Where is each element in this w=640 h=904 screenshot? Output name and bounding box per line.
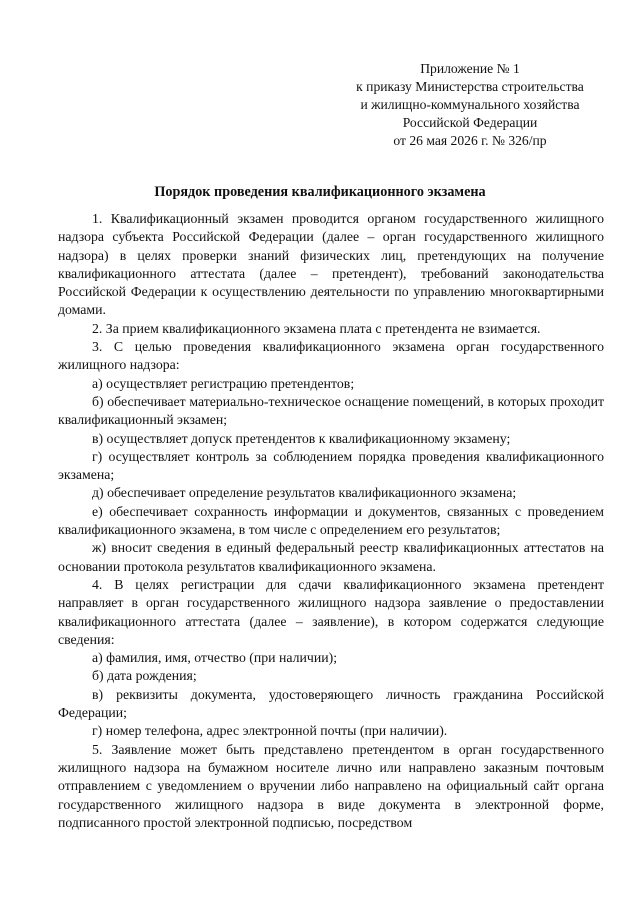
paragraph-2: 2. За прием квалификационного экзамена плата с претендента не взимается. bbox=[92, 320, 541, 336]
order-date-number: от 26 мая 2026 г. № 326/пр bbox=[393, 133, 547, 148]
paragraph-3-item-e: д) обеспечивает определение результатов квалификационного экзамена; bbox=[92, 485, 517, 501]
document-title: Порядок проведения квалификационного экзамена bbox=[154, 184, 486, 200]
paragraph-3-item-c: в) осуществляет допуск претендентов к квалификационному экзамену; bbox=[92, 430, 511, 446]
paragraph-3-item-d: г) осуществляет контроль за соблюдением порядка проведения квалификационного экзамена; bbox=[58, 448, 604, 483]
paragraph-3-item-g: ж) вносит сведения в единый федеральный реестр квалификационных аттестатов на основании протокола результатов квалификационного экзамена. bbox=[58, 540, 604, 574]
paragraph-1: 1. Квалификационный экзамен проводится органом государственного жилищного надзора субъекта Российской Федерации (далее – орган государственного жилищного надзора) в целях проверки знаний физических лиц, претендующих на получение квалификационного аттестата (далее – претендент), требований законодательства Российской Федерации к осуществлению деятельности по управлению многоквартирными домами. bbox=[58, 211, 604, 318]
paragraph-4: 4. В целях регистрации для сдачи квалификационного экзамена претендент направляет в орган государственного жилищного надзора заявление о предоставлении квалификационного аттестата (далее – заявление), в котором содержатся следующие сведения: bbox=[58, 576, 604, 647]
appendix-header bbox=[330, 60, 610, 150]
paragraph-5: 5. Заявление может быть представлено претендентом в орган государственного жилищного надзора на бумажном носителе лично или направлено заказным почтовым отправлением с уведомлением о вручении либо направлено на официальный сайт органа государственного жилищного надзора в виде документа в электронной форме, подписанного простой электронной подписью, посредством bbox=[58, 741, 604, 830]
paragraph-3: 3. С целью проведения квалификационного экзамена орган государственного жилищного надзора: bbox=[58, 339, 604, 373]
paragraph-4-item-a: а) фамилия, имя, отчество (при наличии); bbox=[92, 650, 338, 666]
paragraph-3-item-b: б) обеспечивает материально-техническое оснащение помещений, в которых проходит квалификационный экзамен; bbox=[58, 393, 604, 428]
order-reference: к приказу Министерства строительства bbox=[356, 79, 584, 94]
paragraph-3-item-f: е) обеспечивает сохранность информации и документов, связанных с проведением квалификационного экзамена, в том числе с определением его результатов; bbox=[58, 503, 604, 538]
paragraph-4-item-d: г) номер телефона, адрес электронной почты (при наличии). bbox=[92, 723, 448, 739]
document-body bbox=[58, 210, 604, 832]
country-name: Российской Федерации bbox=[402, 115, 538, 130]
appendix-number: Приложение № 1 bbox=[420, 61, 520, 76]
paragraph-3-item-a: а) осуществляет регистрацию претендентов; bbox=[92, 375, 355, 391]
ministry-name: и жилищно-коммунального хозяйства bbox=[360, 97, 580, 112]
paragraph-4-item-c: в) реквизиты документа, удостоверяющего личность гражданина Российской Федерации; bbox=[58, 686, 604, 721]
paragraph-4-item-b: б) дата рождения; bbox=[92, 668, 197, 684]
